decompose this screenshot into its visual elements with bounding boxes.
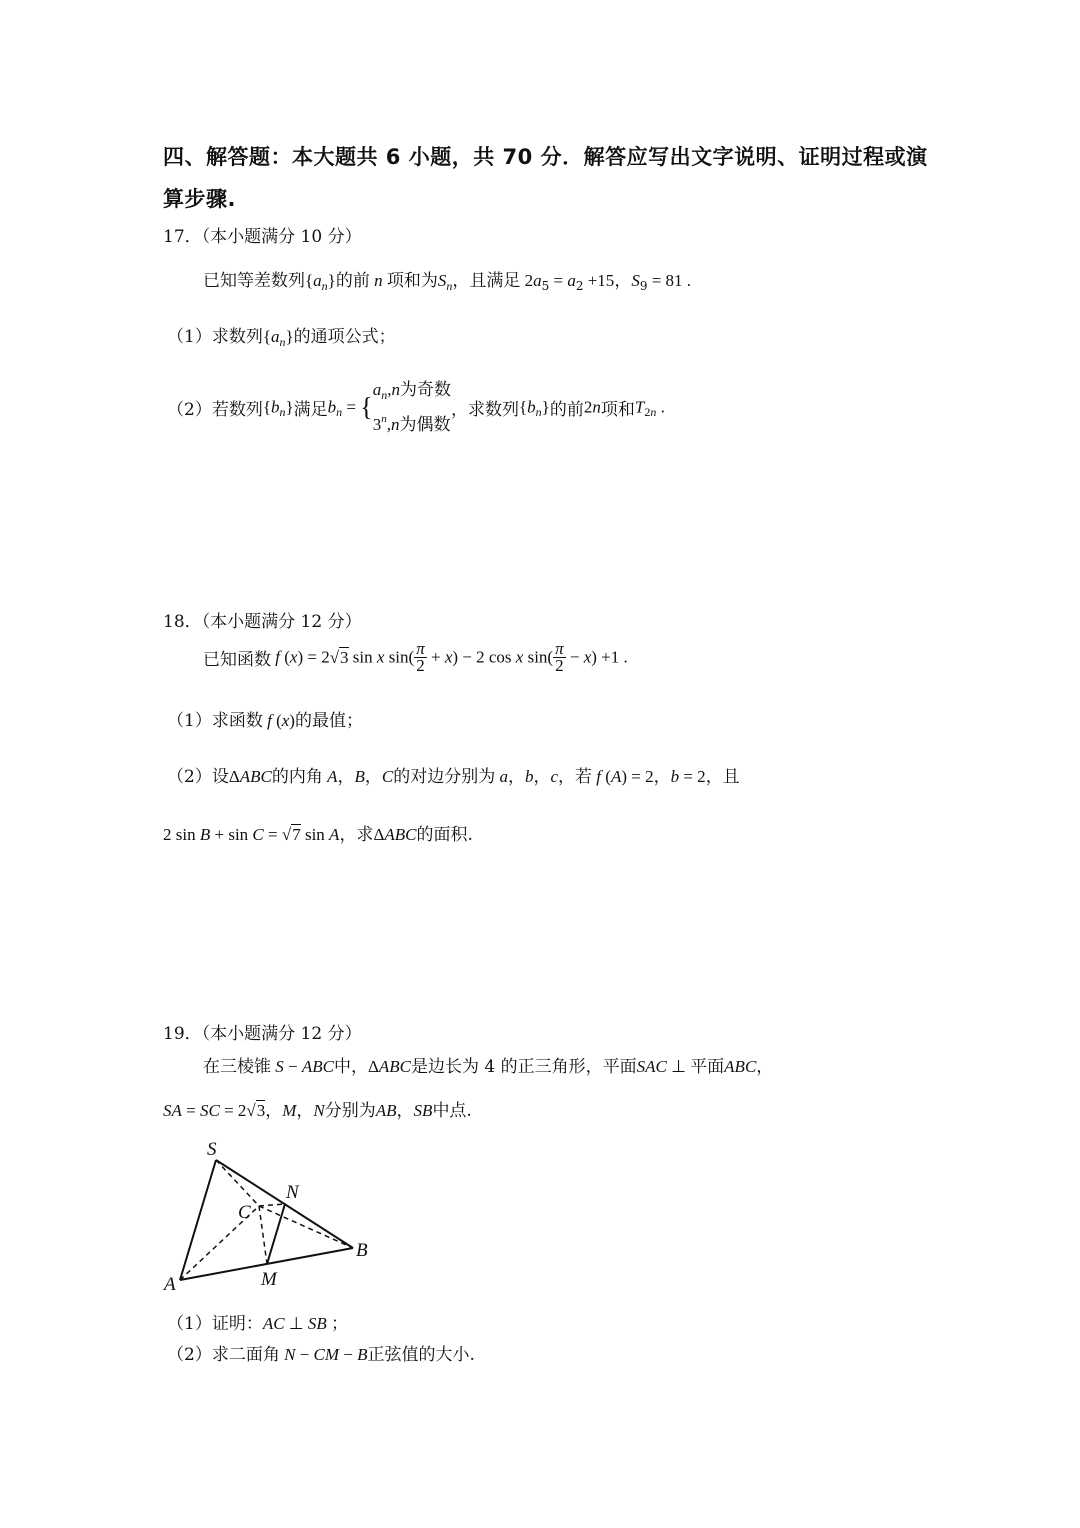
tetrahedron-figure	[160, 1135, 390, 1295]
label-S: S	[207, 1139, 217, 1160]
q18-stem: 已知函数 f (x) = 2√3 sin x sin( $\frac{\pi}{2}$ + x) − 2 cos x sin( $\frac{\pi}{2}$ − x) +1 .	[203, 639, 628, 675]
q17-header: 17．（本小题满分 10 分）	[163, 227, 362, 247]
q17-part2: （2）若数列$\{b_n\}$满足$b_n$ = { $a_n,n$为奇数 3$^n$,n为偶数 ，求数列$\{b_n\}$的前2n项和$T_{2n}$ .	[167, 380, 665, 435]
q17-part1: （1）求数列$\{a_n\}$的通项公式；	[167, 327, 396, 349]
label-C: C	[238, 1202, 251, 1223]
q19-stem-line2: SA = SC = 2√3，M，N分别为AB，SB中点.	[163, 1101, 472, 1121]
q19-stem: 在三棱锥 S − ABC中，ΔABC是边长为 4 的正三角形，平面SAC ⊥ 平面ABC，	[203, 1057, 774, 1077]
edge-CN	[259, 1204, 285, 1206]
label-A: A	[164, 1274, 176, 1295]
label-N: N	[286, 1182, 299, 1203]
q19-part1: （1）证明：AC ⊥ SB ；	[167, 1314, 349, 1334]
edge-SA	[180, 1160, 216, 1280]
label-B: B	[356, 1240, 368, 1261]
q18-part2: （2）设ΔABC的内角 A，B，C的对边分别为 a，b，c，若 f (A) = 2，b = 2，且	[167, 767, 740, 787]
edge-CM	[259, 1206, 267, 1264]
q18-part1: （1）求函数 f (x)的最值；	[167, 711, 363, 731]
q17-stem: 已知等差数列$\{a_n\}$的前 n 项和为$S_n$，且满足 $2a_5 = a_2 +15$，$S_9 = 81$ .	[203, 271, 692, 293]
section-title-line2: 算步骤.	[163, 187, 236, 211]
label-M: M	[261, 1269, 277, 1290]
q19-part2: （2）求二面角 N − CM − B正弦值的大小.	[167, 1345, 475, 1365]
q18-part2-condition: 2 sin B + sin C = √7 sin A，求ΔABC的面积.	[163, 825, 473, 845]
section-title-line1: 四、解答题：本大题共 6 小题，共 70 分．解答应写出文字说明、证明过程或演	[163, 145, 928, 169]
q19-header: 19．（本小题满分 12 分）	[163, 1024, 362, 1044]
q18-header: 18．（本小题满分 12 分）	[163, 612, 362, 632]
